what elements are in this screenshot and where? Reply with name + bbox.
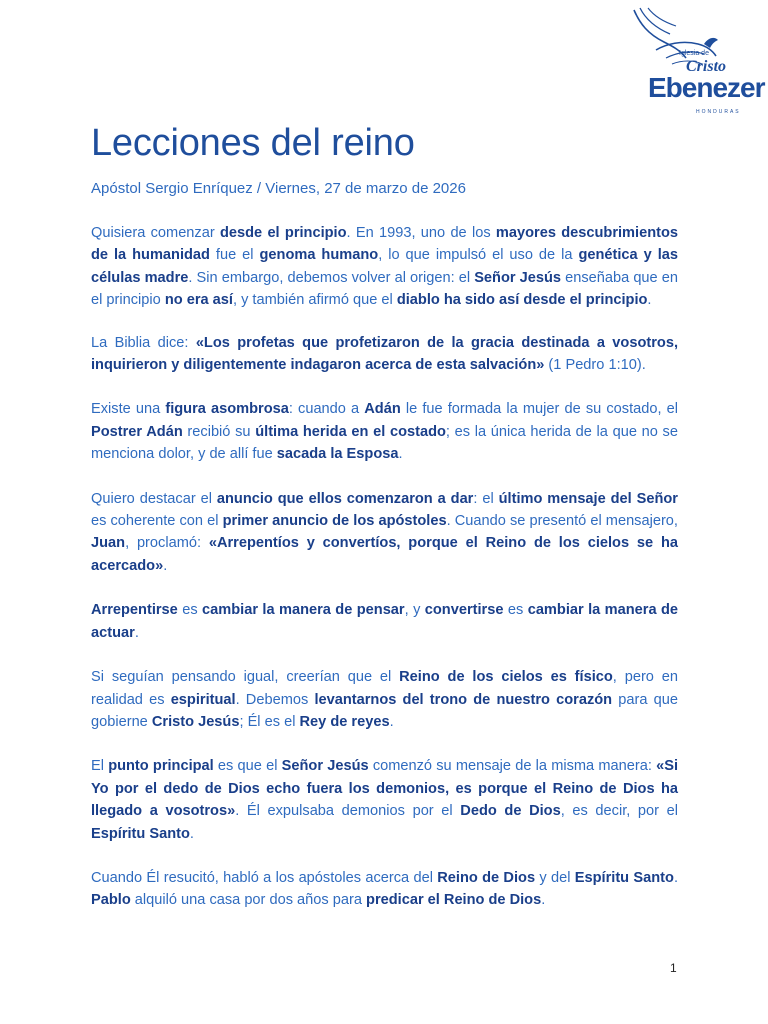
text-run: , y: [404, 602, 425, 619]
bold-run: Señor Jesús: [281, 758, 369, 775]
logo-line-small: Iglesia de: [679, 50, 709, 57]
bold-run: Rey de reyes: [299, 713, 390, 730]
bold-run: desde el principio: [219, 225, 347, 241]
bold-run: Dedo de Dios: [460, 803, 561, 820]
text-run: le fue formada la mujer de su costado, el: [400, 401, 679, 418]
page-title: Lecciones del reino: [91, 122, 415, 164]
text-run: Quisiera comenzar: [91, 225, 220, 241]
bold-run: diablo ha sido así desde el principio: [396, 292, 648, 309]
bold-run: primer anuncio de los apóstoles: [222, 513, 447, 530]
text-run: : cuando a: [288, 401, 365, 418]
text-run: .: [541, 892, 546, 909]
text-run: es: [177, 602, 203, 619]
paragraph-5: [91, 599, 678, 644]
text-run: .: [389, 713, 394, 730]
bold-run: Espíritu Santo: [91, 825, 190, 842]
church-logo: [626, 6, 765, 116]
text-run: es que el: [213, 758, 282, 775]
bold-run: Reino de los cielos es físico: [399, 669, 613, 686]
text-run: Quiero destacar el: [91, 490, 217, 507]
text-run: , lo que impulsó el uso de la: [378, 247, 579, 264]
text-run: La Biblia dice:: [91, 334, 196, 351]
text-run: alquiló una casa por dos años para: [130, 892, 367, 909]
bold-run: Adán: [364, 401, 401, 418]
bold-run: Juan: [91, 535, 126, 552]
text-run: para que gobierne: [91, 691, 678, 730]
text-run: . Sin embargo, debemos volver al origen: el: [188, 269, 475, 286]
text-run: . En 1993, uno de los: [346, 225, 496, 241]
byline: Apóstol Sergio Enríquez / Viernes, 27 de marzo de 2026: [91, 180, 466, 197]
bold-run: cambiar la manera de pensar: [202, 602, 405, 619]
bold-run: última herida en el costado: [255, 423, 446, 440]
logo-ebenezer: Ebenezer: [648, 72, 765, 103]
text-run: , es decir, por el: [560, 803, 679, 820]
text-run: ; Él es el: [239, 713, 300, 730]
text-run: . Debemos: [235, 691, 315, 708]
bold-run: Arrepentirse: [91, 602, 178, 619]
bold-run: convertirse: [424, 602, 504, 619]
text-run: enseñaba que en el principio: [91, 269, 678, 309]
bold-run: espiritual: [170, 691, 236, 708]
text-run: Si seguían pensando igual, creerían que el: [91, 669, 400, 686]
bold-run: predicar el Reino de Dios: [366, 892, 542, 909]
bold-run: Cristo Jesús: [151, 713, 240, 730]
text-run: .: [647, 292, 652, 309]
text-run: Existe una: [91, 401, 166, 418]
logo-country: HONDURAS: [696, 109, 741, 115]
text-run: : el: [473, 490, 499, 507]
text-run: , y también afirmó que el: [232, 292, 397, 309]
bold-run: «Arrepentíos y convertíos, porque el Reino de los cielos se ha acercado»: [91, 535, 678, 574]
paragraph-2: [91, 332, 678, 377]
text-run: . Cuando se presentó el mensajero,: [446, 513, 678, 530]
bold-run: no era así: [164, 292, 233, 309]
text-run: ; es la única herida de la que no se menciona dolor, y de allí fue: [91, 423, 678, 463]
bold-run: anuncio que ellos comenzaron a dar: [216, 490, 474, 507]
logo-cristo: Cristo: [686, 58, 727, 75]
bold-run: punto principal: [108, 758, 214, 775]
bold-run: sacada la Esposa: [276, 446, 399, 463]
bold-run: Postrer Adán: [91, 423, 183, 440]
text-run: Cuando Él resucitó, habló a los apóstoles acerca del: [91, 869, 438, 886]
bold-run: Espíritu Santo: [574, 869, 674, 886]
paragraph-1: [91, 222, 678, 312]
text-run: .: [398, 446, 403, 463]
bold-run: «Si Yo por el dedo de Dios echo fuera los demonios, es porque el Reino de Dios ha llegado a vosotros»: [91, 758, 679, 820]
text-run: fue el: [209, 247, 260, 264]
paragraph-6: [91, 666, 678, 733]
bold-run: Pablo: [91, 892, 131, 909]
text-run: es coherente con el: [91, 513, 223, 530]
bold-run: levantarnos del trono de nuestro corazón: [314, 691, 613, 708]
text-run: recibió su: [182, 423, 256, 440]
text-run: .: [673, 869, 679, 886]
bold-run: mayores descubrimientos de la humanidad: [91, 225, 679, 264]
text-run: El: [91, 758, 109, 775]
text-run: y del: [535, 869, 575, 886]
text-run: (1 Pedro 1:10).: [544, 357, 646, 374]
bold-run: «Los profetas que profetizaron de la gracia destinada a vosotros, inquirieron y diligentemente indagaron acerca de esta salvación»: [91, 334, 678, 374]
bold-run: genoma humano: [259, 247, 379, 264]
paragraph-3: [91, 398, 678, 465]
page-number: 1: [670, 961, 677, 975]
text-run: .: [189, 825, 194, 842]
bold-run: Señor Jesús: [474, 269, 562, 286]
text-run: .: [163, 557, 168, 574]
text-run: . Él expulsaba demonios por el: [235, 803, 461, 820]
text-run: es: [503, 602, 528, 619]
bold-run: último mensaje del Señor: [498, 490, 678, 507]
text-run: comenzó su mensaje de la misma manera:: [368, 758, 657, 775]
paragraph-8: [91, 867, 678, 912]
text-run: .: [134, 624, 139, 641]
text-run: , proclamó:: [125, 535, 209, 552]
document-body: [91, 222, 678, 934]
paragraph-7: [91, 755, 678, 845]
bold-run: Reino de Dios: [437, 869, 536, 886]
bold-run: genética y las células madre: [91, 247, 678, 286]
paragraph-4: [91, 488, 678, 578]
bold-run: cambiar la manera de actuar: [91, 602, 679, 641]
text-run: , pero en realidad es: [91, 669, 679, 708]
bold-run: figura asombrosa: [165, 401, 289, 418]
